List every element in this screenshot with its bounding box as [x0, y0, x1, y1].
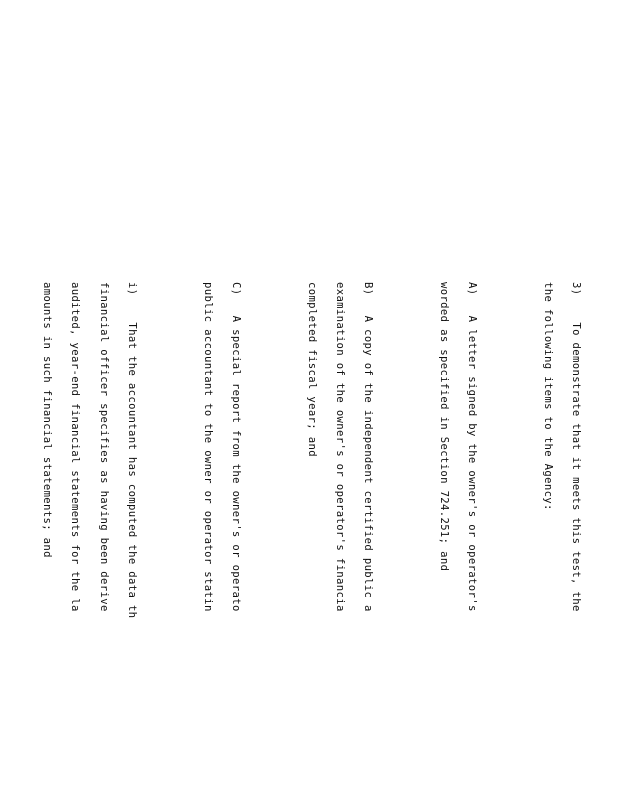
text-line: worded as specified in Section 724.251; and	[437, 282, 450, 572]
text-line: examination of the owner's or operator's financia	[333, 282, 346, 612]
text-line: financial officer specifies as having been derive	[97, 282, 110, 612]
paragraph-item-b	[287, 282, 391, 800]
paragraph-item-c	[183, 282, 259, 800]
text-line: 3) To demonstrate that it meets this test, the	[570, 282, 583, 612]
paragraph-item-i	[23, 282, 155, 800]
rotated-text-block	[41, 282, 618, 800]
paragraph-item-3	[524, 282, 600, 800]
text-line: audited, year-end financial statements for the la	[69, 282, 82, 612]
text-line: A) A letter signed by the owner's or operator's	[466, 282, 479, 612]
text-line: public accountant to the owner or operator statin	[201, 282, 214, 612]
text-line: completed fiscal year; and	[305, 282, 318, 457]
paragraph-item-a	[420, 282, 496, 800]
text-line: C) A special report from the owner's or operato	[230, 282, 243, 612]
text-line: amounts in such financial statements; and	[41, 282, 54, 558]
text-line: B) A copy of the independent certified public a	[362, 282, 375, 612]
text-line: i) That the accountant has computed the data th	[126, 282, 139, 619]
text-line: the following items to the Agency:	[541, 282, 554, 511]
